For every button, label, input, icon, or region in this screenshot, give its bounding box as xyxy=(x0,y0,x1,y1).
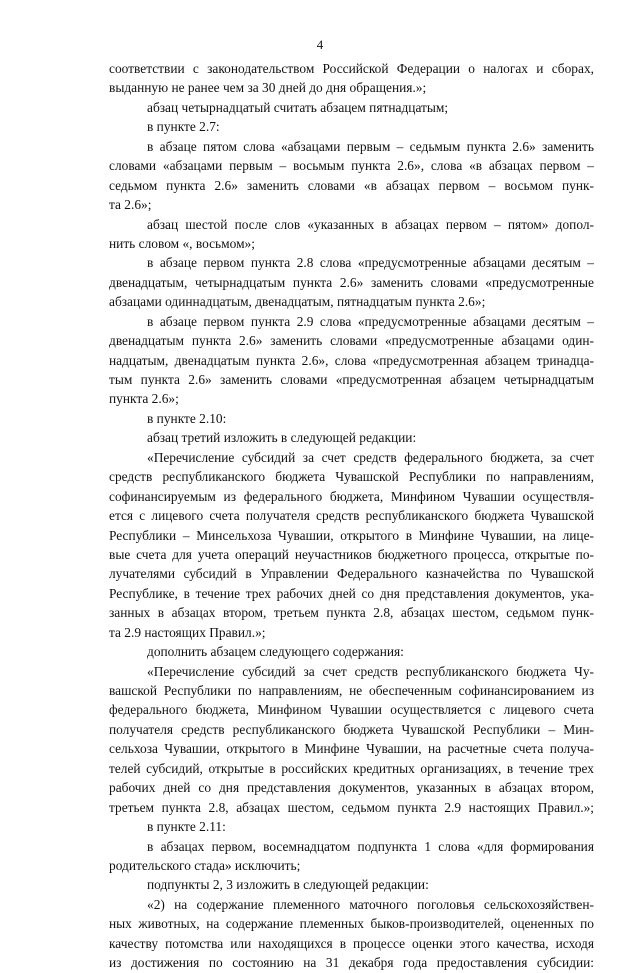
text-line: родительского стада» исключить; xyxy=(109,857,301,873)
text-line: двенадцатым пункта 2.6» заменить словами «предусмотренные абзацами один- xyxy=(109,333,594,349)
text-line: занных в абзацах втором, третьем пункта 2.8, абзацах шестом, седьмом пунк- xyxy=(109,605,594,621)
text-line: абзац четырнадцатый считать абзацем пятнадцатым; xyxy=(147,99,449,115)
text-line: в абзацах первом, восемнадцатом подпункта 1 слова «для формирования xyxy=(147,838,594,854)
text-line: вые счета для учета операций неучастников бюджетного процесса, открытые по- xyxy=(109,546,594,562)
text-line: дополнить абзацем следующего содержания: xyxy=(147,644,404,660)
text-line: ется с лицевого счета получателя средств республиканского бюджета Чувашской xyxy=(109,508,594,524)
text-line: нить словом «, восьмом»; xyxy=(109,235,255,251)
text-line: средств республиканского бюджета Чувашской Республики по направлениям, xyxy=(109,469,594,485)
text-line: в абзаце пятом слова «абзацами первым – седьмым пункта 2.6» заменить xyxy=(147,138,594,154)
text-line: абзацами одиннадцатым, двенадцатым, пятнадцатым пункта 2.6»; xyxy=(109,294,486,310)
text-line: сельхоза Чувашии, открытого в Минфине Чувашии, на расчетные счета получа- xyxy=(109,741,594,757)
text-line: «Перечисление субсидий за счет средств федерального бюджета, за счет xyxy=(147,449,594,465)
text-line: словами «абзацами первым – восьмым пункта 2.6», слова «в абзацах первом – xyxy=(109,158,594,174)
text-line: в абзаце первом пункта 2.8 слова «предусмотренные абзацами десятым – xyxy=(147,255,594,271)
text-line: «2) на содержание племенного маточного поголовья сельскохозяйствен- xyxy=(147,896,594,912)
text-line: двенадцатым, четырнадцатым пункта 2.6» заменить словами «предусмотренные xyxy=(109,274,594,290)
text-line: третьем пункта 2.8, абзацах шестом, седьмом пункта 2.9 настоящих Правил.»; xyxy=(109,799,594,815)
text-line: в пункте 2.11: xyxy=(147,819,226,835)
text-line: лучателями субсидий в Управлении Федерального казначейства по Чувашской xyxy=(109,566,594,582)
text-line: абзац шестой после слов «указанных в абзацах первом – пятом» допол- xyxy=(147,216,594,232)
text-line: Республики – Минсельхоза Чувашии, открытого в Минфине Чувашии, на лице- xyxy=(109,527,594,543)
text-line: из достижения по состоянию на 31 декабря года предоставления субсидии: xyxy=(109,955,594,971)
text-line: подпункты 2, 3 изложить в следующей редакции: xyxy=(147,877,429,893)
text-line: тым пункта 2.6» заменить словами «предусмотренная абзацем четырнадцатым xyxy=(109,372,594,387)
text-line: седьмом пункта 2.6» заменить словами «в абзацах первом – восьмом пунк- xyxy=(109,177,594,193)
text-line: в пункте 2.10: xyxy=(147,410,227,426)
text-line: пункта 2.6»; xyxy=(109,391,179,407)
text-line: соответствии с законодательством Российской Федерации о налогах и сборах, xyxy=(109,61,594,76)
text-line: софинансируемым из федерального бюджета, Минфином Чувашии осуществля- xyxy=(109,488,594,504)
text-line: «Перечисление субсидий за счет средств республиканского бюджета Чу- xyxy=(147,663,594,679)
text-line: рабочих дней со дня представления документов, указанных в абзацах втором, xyxy=(109,780,594,796)
text-line: вашской Республики по направлениям, не обеспеченным софинансированием из xyxy=(109,683,594,698)
text-line: федерального бюджета, Минфином Чувашии осуществляется с лицевого счета xyxy=(109,702,594,718)
page-number: 4 xyxy=(316,37,324,52)
text-line: телей субсидий, открытые в российских кредитных организациях, в течение трех xyxy=(109,760,594,776)
text-line: та 2.9 настоящих Правил.»; xyxy=(109,624,266,640)
text-line: выданную не ранее чем за 30 дней до дня обращения.»; xyxy=(109,80,427,96)
text-line: надцатым, двенадцатым пункта 2.6», слова «предусмотренная абзацем тринадца- xyxy=(109,352,594,368)
text-line: получателя средств республиканского бюджета Чувашской Республики – Мин- xyxy=(109,721,594,737)
text-line: та 2.6»; xyxy=(109,197,152,213)
text-line: качеству потомства или находящихся в процессе оценки этого качества, исходя xyxy=(109,935,594,951)
document-body xyxy=(109,59,594,973)
text-line: Республике, в течение трех рабочих дней со дня представления документов, ука- xyxy=(109,585,594,601)
text-line: в абзаце первом пункта 2.9 слова «предусмотренные абзацами десятым – xyxy=(147,313,594,329)
text-line: абзац третий изложить в следующей редакции: xyxy=(147,430,417,446)
text-line: ных животных, на содержание племенных быков-производителей, оцененных по xyxy=(109,916,594,932)
text-line: в пункте 2.7: xyxy=(147,119,220,135)
